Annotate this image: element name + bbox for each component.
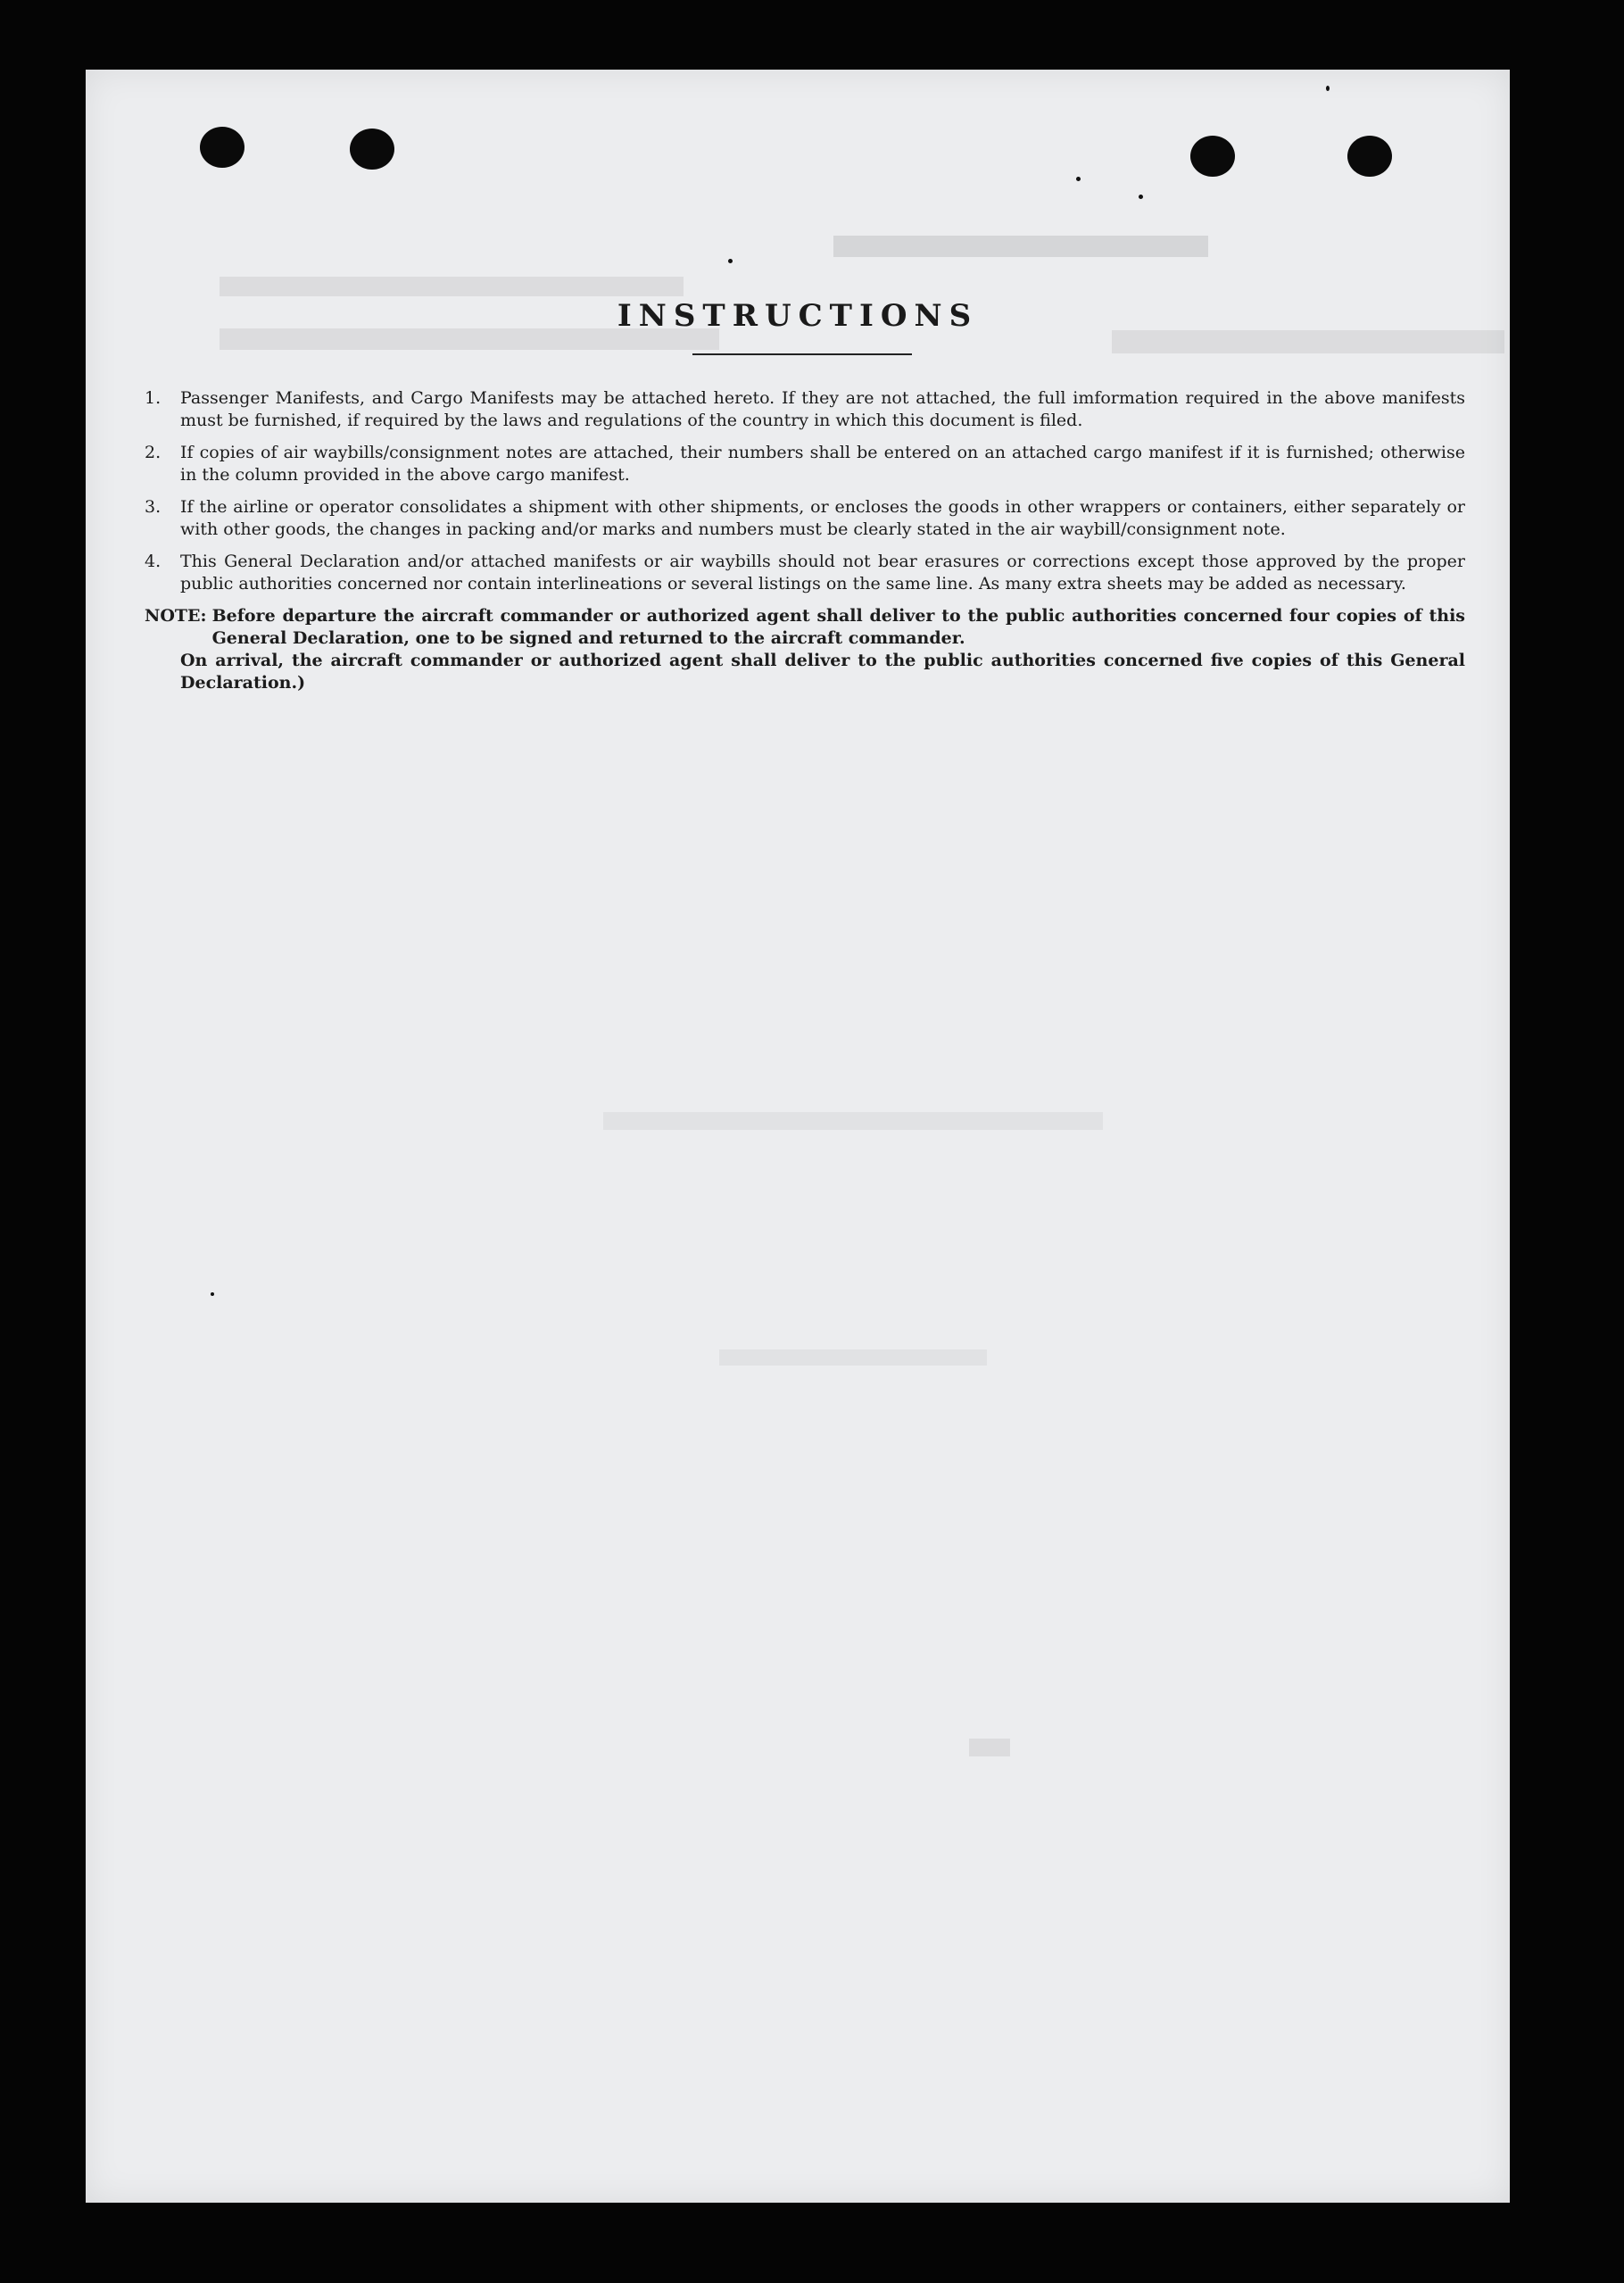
instruction-item: [145, 551, 1465, 595]
punch-hole-left-2: [350, 129, 394, 170]
instruction-text: If the airline or operator consolidates a shipment with other shipments, or encloses the goods in other wrappers or containers, either separately or with other goods, the changes in packing and/or marks and numbers must be clearly stated in the air waybill/consignment note.: [180, 497, 1465, 539]
speck: [1326, 86, 1330, 91]
bleed-through-mark: [833, 236, 1208, 257]
bleed-through-mark: [603, 1112, 1103, 1130]
instruction-number: 1.: [145, 388, 162, 408]
punch-hole-right-1: [1190, 136, 1235, 177]
note-text: Before departure the aircraft commander or authorized agent shall deliver to the public authorities concerned four copies of this General Declaration, one to be signed and returned to the aircraft commander.: [211, 606, 1465, 648]
speck: [1076, 177, 1081, 181]
note-block: [145, 605, 1465, 694]
note-continuation: On arrival, the aircraft commander or authorized agent shall deliver to the public authorities concerned five copies of this General Declaration.): [180, 651, 1465, 693]
document-page: [86, 70, 1510, 2203]
title-underline: [692, 353, 912, 355]
instruction-item: [145, 442, 1465, 486]
speck: [1139, 195, 1143, 199]
instruction-text: Passenger Manifests, and Cargo Manifests may be attached hereto. If they are not attached, the full imformation required in the above manifests must be furnished, if required by the laws and regulations of the country in which this document is filed.: [180, 388, 1465, 430]
instruction-number: 2.: [145, 443, 162, 462]
note-label: NOTE:: [145, 606, 207, 626]
page-title: INSTRUCTIONS: [617, 298, 979, 334]
speck: [728, 259, 733, 263]
instruction-item: [145, 387, 1465, 432]
instruction-number: 4.: [145, 552, 162, 571]
bleed-through-mark: [969, 1739, 1010, 1756]
instruction-item: [145, 496, 1465, 541]
speck: [211, 1292, 214, 1296]
instructions-list: [145, 387, 1465, 694]
instruction-number: 3.: [145, 497, 162, 517]
punch-hole-right-2: [1347, 136, 1392, 177]
note-line: [145, 605, 1465, 650]
bleed-through-mark: [220, 277, 684, 296]
instruction-text: If copies of air waybills/consignment notes are attached, their numbers shall be entered on an attached cargo manifest if it is furnished; otherwise in the column provided in the above cargo manifest.: [180, 443, 1465, 485]
punch-hole-left-1: [200, 127, 244, 168]
bleed-through-mark: [719, 1349, 987, 1366]
instruction-text: This General Declaration and/or attached manifests or air waybills should not bear erasures or corrections except those approved by the proper public authorities concerned nor contain interlineations or several listings on the same line. As many extra sheets may be added as necessary.: [180, 552, 1465, 594]
